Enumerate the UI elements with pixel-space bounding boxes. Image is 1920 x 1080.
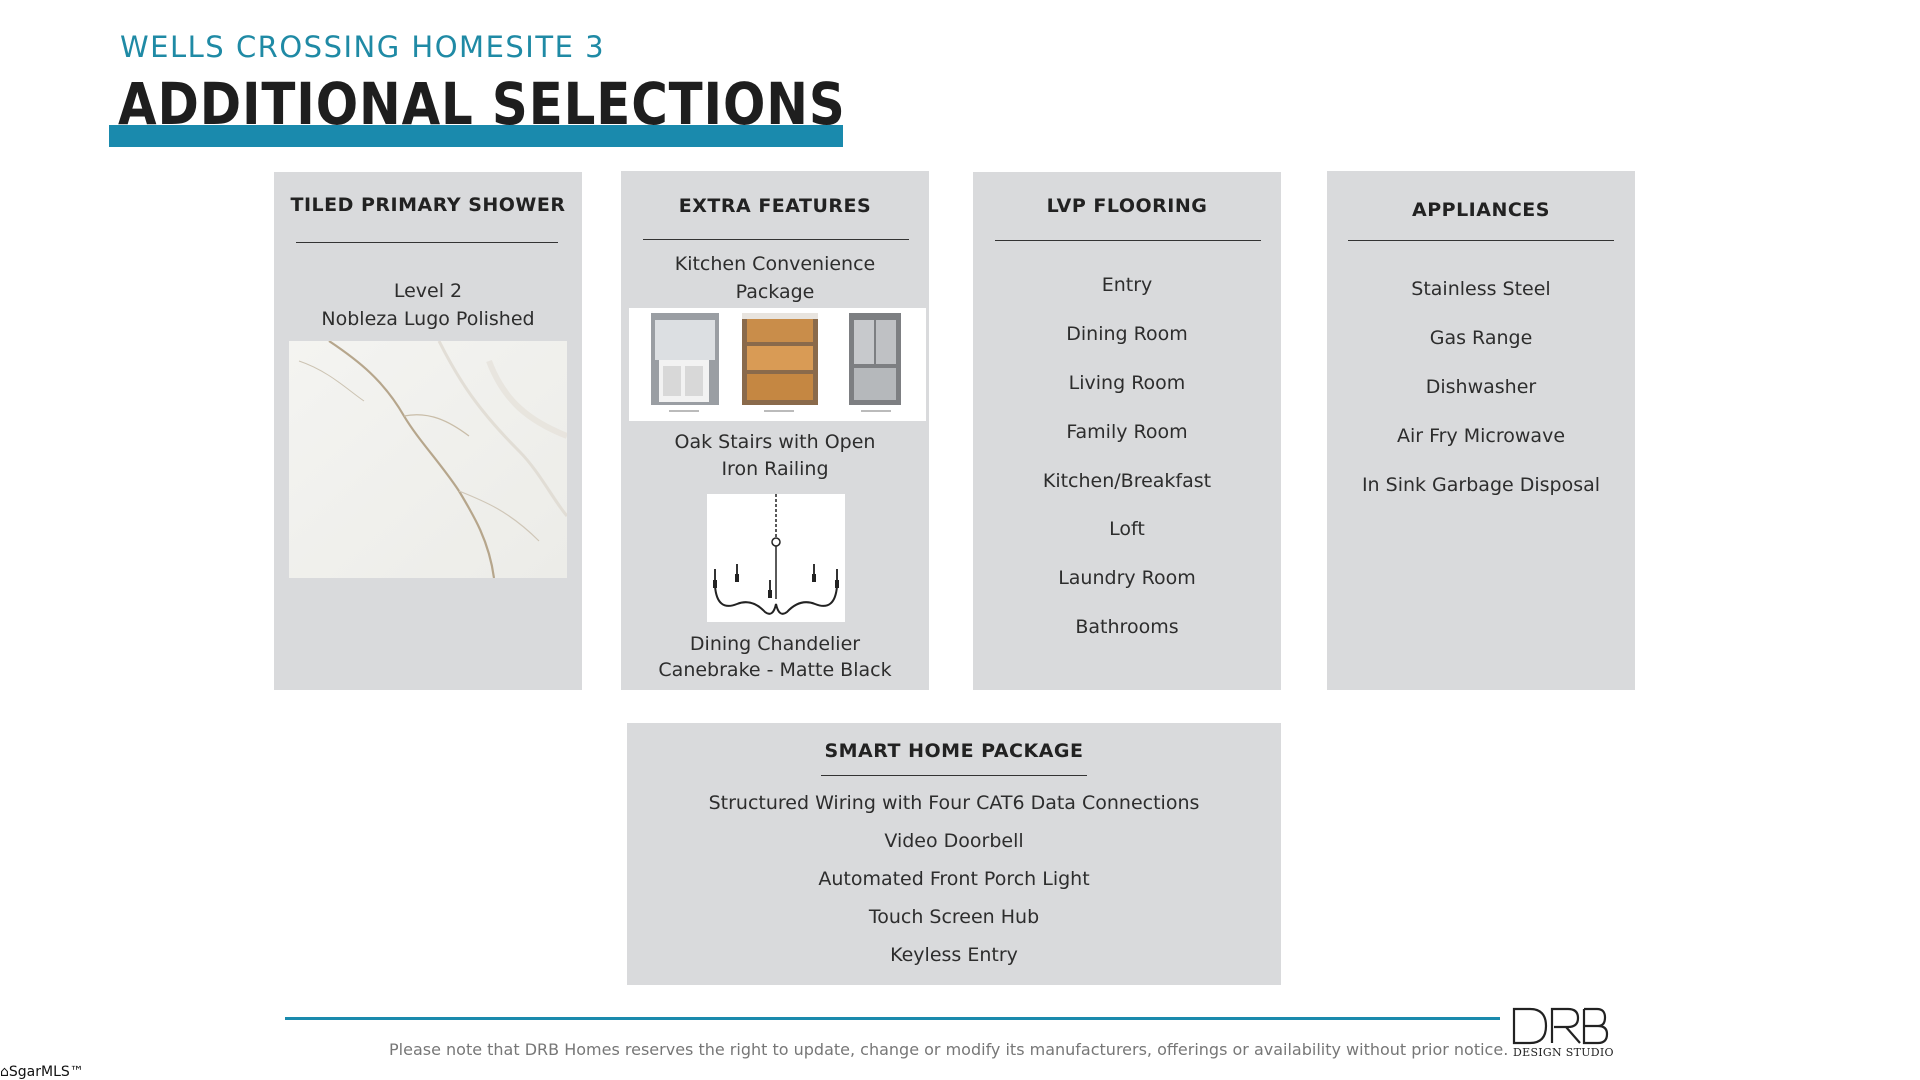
card-title: APPLIANCES <box>1412 199 1550 221</box>
refrigerator-photo <box>849 313 901 405</box>
appliance-item: In Sink Garbage Disposal <box>1361 474 1601 496</box>
house-icon: ⌂ <box>0 1064 9 1080</box>
appliance-item: Gas Range <box>1429 327 1533 349</box>
extra-item-stairs-line1: Oak Stairs with Open <box>674 431 876 453</box>
lvp-item: Laundry Room <box>1058 567 1196 589</box>
card-smart-home-package <box>627 723 1281 985</box>
pull-out-trash-photo <box>651 313 719 405</box>
lvp-item: Dining Room <box>1066 323 1188 345</box>
chandelier-photo <box>707 494 845 622</box>
card-divider <box>821 775 1087 776</box>
disclaimer-text: Please note that DRB Homes reserves the right to update, change or modify its manufacturers, offerings or availability without prior notice. <box>389 1040 1509 1059</box>
card-title: TILED PRIMARY SHOWER <box>290 194 566 216</box>
extra-item-stairs-line2: Iron Railing <box>721 458 829 480</box>
page-subtitle: WELLS CROSSING HOMESITE 3 <box>120 30 606 64</box>
lvp-item: Family Room <box>1066 421 1188 443</box>
smart-item: Structured Wiring with Four CAT6 Data Connections <box>708 792 1200 814</box>
card-tiled-primary-shower <box>274 172 582 690</box>
smart-item: Automated Front Porch Light <box>818 868 1090 890</box>
lvp-item: Loft <box>1109 518 1145 540</box>
smart-item: Keyless Entry <box>890 944 1018 966</box>
extra-item-kitchen-line1: Kitchen Convenience <box>674 253 876 275</box>
extra-item-kitchen-line2: Package <box>735 281 815 303</box>
pull-out-drawers-photo <box>742 313 818 405</box>
lvp-item: Bathrooms <box>1075 616 1179 638</box>
card-extra-features <box>621 171 929 690</box>
card-lvp-flooring <box>973 172 1281 690</box>
card-title: EXTRA FEATURES <box>678 195 872 217</box>
smart-item: Video Doorbell <box>884 830 1024 852</box>
appliance-item: Air Fry Microwave <box>1396 425 1566 447</box>
extra-item-chandelier-line1: Dining Chandelier <box>689 633 861 655</box>
marble-tile-photo <box>289 341 567 578</box>
drb-logo-subtitle: DESIGN STUDIO <box>1513 1046 1614 1059</box>
lvp-item: Entry <box>1101 274 1153 296</box>
card-appliances <box>1327 171 1635 690</box>
kitchen-package-photos <box>629 308 926 421</box>
card-title: LVP FLOORING <box>1046 195 1208 217</box>
mls-watermark <box>0 1064 84 1080</box>
mls-label: SgarMLS™ <box>8 1064 84 1080</box>
card-divider <box>643 239 909 240</box>
card-divider <box>1348 240 1614 241</box>
card-divider <box>296 242 558 243</box>
smart-item: Touch Screen Hub <box>868 906 1040 928</box>
shower-material: Nobleza Lugo Polished <box>321 308 535 330</box>
card-title: SMART HOME PACKAGE <box>824 740 1084 762</box>
footer-divider <box>285 1017 1500 1020</box>
appliance-item: Stainless Steel <box>1411 278 1551 300</box>
shower-level: Level 2 <box>393 280 463 302</box>
extra-item-chandelier-line2: Canebrake - Matte Black <box>658 659 892 681</box>
lvp-item: Kitchen/Breakfast <box>1042 470 1212 492</box>
appliance-item: Dishwasher <box>1425 376 1537 398</box>
page-title: ADDITIONAL SELECTIONS <box>118 70 846 138</box>
lvp-item: Living Room <box>1068 372 1186 394</box>
card-divider <box>995 240 1261 241</box>
